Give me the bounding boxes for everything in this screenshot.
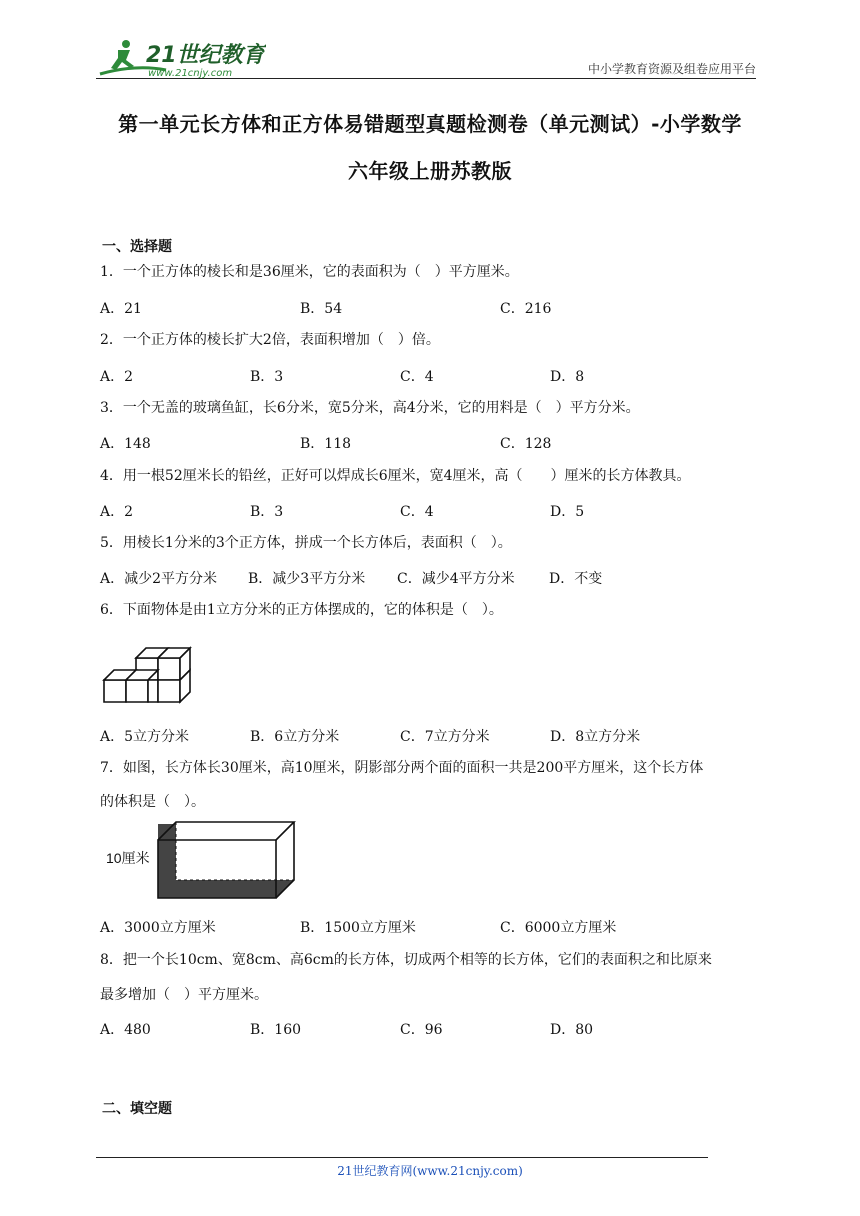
header-divider [96,78,756,79]
q4-option-a[interactable]: A．2 [100,504,134,520]
question-5: 5．用棱长1分米的3个正方体，拼成一个长方体后，表面积（ ）。 [100,535,512,551]
q6-option-c[interactable]: C．7立方分米 [400,729,490,745]
question-2: 2．一个正方体的棱长扩大2倍，表面积增加（ ）倍。 [100,332,440,348]
q4-option-d[interactable]: D．5 [550,504,585,520]
q1-option-c[interactable]: C．216 [500,301,552,317]
q3-option-c[interactable]: C．128 [500,436,552,452]
question-8: 8．把一个长10cm、宽8cm、高6cm的长方体，切成两个相等的长方体，它们的表面积之和比原来 [100,952,712,968]
cuboid-figure [100,818,300,902]
question-6: 6．下面物体是由1立方分米的正方体摆成的，它的体积是（ ）。 [100,602,503,618]
q8-option-c[interactable]: C．96 [400,1022,443,1038]
page-title-line2: 六年级上册苏教版 [348,159,512,183]
section-heading-choice: 一、选择题 [102,239,172,255]
q7-option-b[interactable]: B．1500立方厘米 [300,920,416,936]
q5-option-c[interactable]: C．减少4平方分米 [397,571,515,587]
q5-option-b[interactable]: B．减少3平方分米 [248,571,366,587]
q8-option-d[interactable]: D．80 [550,1022,594,1038]
q7-option-a[interactable]: A．3000立方厘米 [100,920,216,936]
q1-option-a[interactable]: A．21 [100,301,142,317]
q7-option-c[interactable]: C．6000立方厘米 [500,920,617,936]
question-7: 7．如图，长方体长30厘米，高10厘米，阴影部分两个面的面积一共是200平方厘米，这个长方体 [100,760,704,776]
page-title-line1: 第一单元长方体和正方体易错题型真题检测卷（单元测试）-小学数学 [118,112,742,136]
section-heading-fill: 二、填空题 [102,1101,172,1117]
logo-url: www.21cnjy.com [148,68,233,79]
q2-option-d[interactable]: D．8 [550,369,585,385]
footer-link[interactable]: 21世纪教育网(www.21cnjy.com) [337,1164,523,1178]
cube-stack-figure [100,636,196,710]
q2-option-c[interactable]: C．4 [400,369,434,385]
q2-option-b[interactable]: B．3 [250,369,284,385]
question-3: 3．一个无盖的玻璃鱼缸，长6分米，宽5分米，高4分米，它的用料是（ ）平方分米。 [100,400,640,416]
q5-option-a[interactable]: A．减少2平方分米 [100,571,218,587]
q5-option-d[interactable]: D．不变 [549,571,603,587]
q3-option-a[interactable]: A．148 [100,436,151,452]
q1-option-b[interactable]: B．54 [300,301,343,317]
question-8-continued: 最多增加（ ）平方厘米。 [100,987,268,1003]
q2-option-a[interactable]: A．2 [100,369,134,385]
q8-option-b[interactable]: B．160 [250,1022,302,1038]
question-7-continued: 的体积是（ ）。 [100,794,205,810]
q6-option-d[interactable]: D．8立方分米 [550,729,641,745]
figure-height-label: 10厘米 [106,850,150,866]
logo-text: 21世纪教育 [146,43,265,68]
question-1: 1．一个正方体的棱长和是36厘米，它的表面积为（ ）平方厘米。 [100,264,519,280]
q3-option-b[interactable]: B．118 [300,436,352,452]
q6-option-b[interactable]: B．6立方分米 [250,729,340,745]
footer-divider [96,1157,708,1158]
q4-option-b[interactable]: B．3 [250,504,284,520]
site-logo [96,36,266,80]
header-platform-text: 中小学教育资源及组卷应用平台 [587,62,756,76]
q6-option-a[interactable]: A．5立方分米 [100,729,190,745]
q8-option-a[interactable]: A．480 [100,1022,151,1038]
question-4: 4．用一根52厘米长的铅丝，正好可以焊成长6厘米，宽4厘米，高（ ）厘米的长方体教具。 [100,468,691,484]
q4-option-c[interactable]: C．4 [400,504,434,520]
